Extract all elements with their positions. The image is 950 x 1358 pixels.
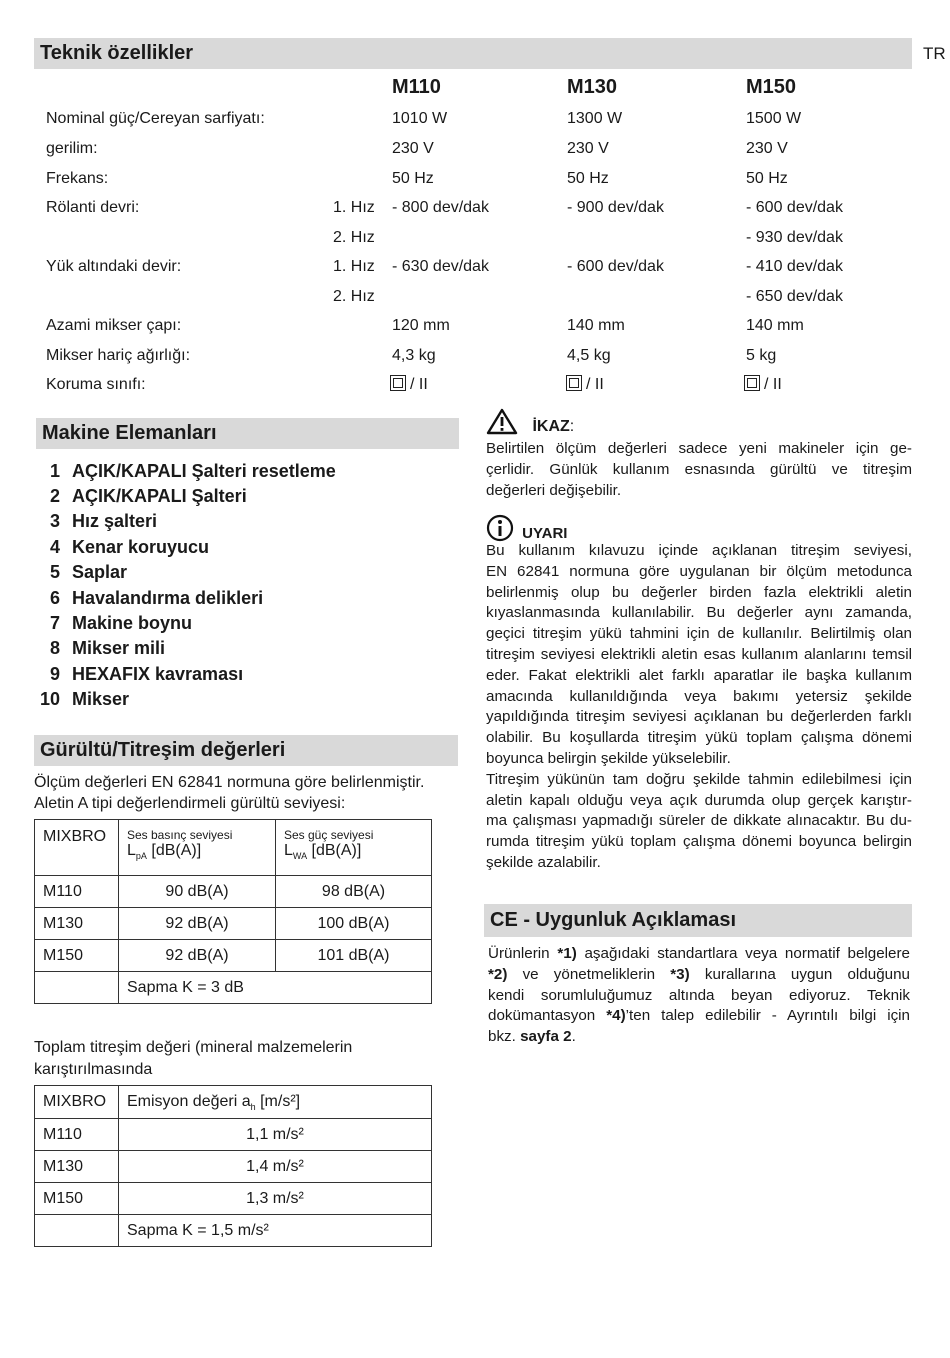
list-item <box>36 560 127 584</box>
noise-sapma: Sapma K = 3 dB <box>119 972 432 1004</box>
spec-label: Rölanti devri: <box>46 199 140 216</box>
model-heading-m130: M130 <box>567 76 618 98</box>
table-row <box>35 1119 432 1151</box>
ce-text-part: dokümantasyon <box>488 1007 607 1025</box>
ce-ref: *1) <box>557 945 577 962</box>
notice-line: Titreşim yükünün tam doğru şekilde tahmin edilebilmesi için <box>486 770 912 788</box>
spec-value-m130: 140 mm <box>567 317 625 334</box>
noise-table <box>34 819 432 1004</box>
table-row <box>35 1183 432 1215</box>
class-ii-icon <box>744 375 760 391</box>
notice-line: olabilir. Bu koşullarda titreşim yükü toplam çalışma dönemi <box>486 729 912 747</box>
spec-value-m150: - 410 dev/dak <box>746 258 843 275</box>
pressure-label: Ses basınç seviyesi <box>127 828 233 842</box>
vib-intro <box>34 1037 434 1081</box>
ce-text <box>488 944 910 1048</box>
emission-sub: h <box>250 1101 256 1112</box>
spec-speed-label: 2. Hız <box>333 229 375 246</box>
spec-speed-label: 2. Hız <box>333 288 375 305</box>
warning-text <box>486 439 912 501</box>
notice-title: UYARI <box>522 525 568 542</box>
spec-value-m110: 50 Hz <box>392 170 434 187</box>
power-unit: [dB(A)] <box>311 842 362 859</box>
item-number: 8 <box>49 638 60 658</box>
notice-line: yapıldığında titreşim seviyesi açıklanan bu değerlerden farklı <box>486 708 912 726</box>
spec-value-m130: 1300 W <box>567 110 623 127</box>
item-number: 2 <box>49 486 60 506</box>
spec-row <box>0 344 950 368</box>
notice-line: kıyaslanmasında kullanılabilir. Bu değerler aynı zamanda, <box>486 604 912 622</box>
page-reference: sayfa 2 <box>520 1028 572 1046</box>
model-heading-m150: M150 <box>746 76 797 98</box>
pressure-unit: [dB(A)] <box>151 842 202 859</box>
table-row <box>35 908 432 940</box>
protection-value-m130: / II <box>586 376 604 393</box>
noise-pressure-value: 90 dB(A) <box>119 876 276 908</box>
spec-value-m150: 1500 W <box>746 110 802 127</box>
notice-line: EN 62841 normuna göre uygulanan bir ölçüm metodunca <box>486 562 912 580</box>
spec-value-m150: 140 mm <box>746 317 804 334</box>
ce-line <box>488 1027 910 1048</box>
notice-line: Bu kullanım kılavuzu içinde açıklanan titreşim seviyesi, <box>486 542 912 559</box>
list-item <box>36 687 129 711</box>
vib-head-emission <box>119 1086 432 1119</box>
spec-row <box>0 255 950 279</box>
vib-value: 1,3 m/s² <box>119 1183 432 1215</box>
emission-label: Emisyon değeri a <box>127 1092 251 1110</box>
vib-intro-line: karıştırılmasında <box>34 1061 153 1078</box>
notice-line: belirlenmiş olup bu değerler birden fazla elektrikli aletin <box>486 583 912 601</box>
noise-pressure-value: 92 dB(A) <box>119 940 276 972</box>
list-item <box>36 459 336 483</box>
ce-ref: *2) <box>488 965 508 983</box>
power-label: Ses güç seviyesi <box>284 828 374 842</box>
vib-intro-line: Toplam titreşim değeri (mineral malzemelerin <box>34 1039 353 1056</box>
spec-row <box>0 137 950 161</box>
list-item <box>36 662 243 686</box>
power-sub: WA <box>292 851 308 861</box>
warning-line: değerleri değişebilir. <box>486 481 622 499</box>
notice-line: geçici titreşim yükü tahmini için de kullanılır. Belirtilmiş olan <box>486 625 912 643</box>
info-icon <box>486 514 514 542</box>
vib-sapma: Sapma K = 1,5 m/s² <box>119 1215 432 1247</box>
item-text: Mikser mili <box>72 638 166 658</box>
spec-label: Frekans: <box>46 170 109 187</box>
item-text: Saplar <box>72 562 128 582</box>
ce-line <box>488 944 910 965</box>
vib-model: M150 <box>35 1183 119 1215</box>
spec-label: Yük altındaki devir: <box>46 258 182 275</box>
language-tag: TR <box>923 44 946 63</box>
item-text: Havalandırma delikleri <box>72 588 264 608</box>
spec-value-m110: - 800 dev/dak <box>392 199 489 216</box>
notice-line: amacında kullanıldığında veya bakımı yetersiz şekilde <box>486 687 912 705</box>
spec-value-m150: 230 V <box>746 140 788 157</box>
item-number: 1 <box>49 461 60 481</box>
tech-specs-title: Teknik özellikler <box>40 42 194 64</box>
emission-unit: [m/s²] <box>260 1092 301 1110</box>
spec-label: Koruma sınıfı: <box>46 376 146 393</box>
notice-line: şekilde azalabilir. <box>486 853 601 871</box>
spec-value-m130: 230 V <box>567 140 609 157</box>
list-item <box>36 509 157 533</box>
ce-line <box>488 1006 910 1027</box>
spec-value-m130: 50 Hz <box>567 170 609 187</box>
tech-specs-header <box>34 38 912 69</box>
notice-line: aletin kapalı olduğu veya açık durumda olup gerçek karıştır- <box>486 791 912 809</box>
item-text: Mikser <box>72 689 130 709</box>
spec-value-m110: 1010 W <box>392 110 448 127</box>
spec-label: Azami mikser çapı: <box>46 317 182 334</box>
warning-triangle-icon <box>486 408 518 435</box>
empty-cell <box>35 1215 119 1247</box>
noise-head-power <box>276 820 432 876</box>
notice-line: titreşim seviyesi elektrikli aletin esas kullanım alanlarını temsil <box>486 645 912 663</box>
noise-model: M110 <box>35 876 119 908</box>
table-row <box>35 876 432 908</box>
noise-pressure-value: 92 dB(A) <box>119 908 276 940</box>
protection-class <box>566 373 604 397</box>
notice-text <box>486 541 912 874</box>
protection-class <box>744 373 782 397</box>
list-item <box>36 611 192 635</box>
list-item <box>36 636 165 660</box>
elements-title: Makine Elemanları <box>42 422 217 444</box>
noise-title: Gürültü/Titreşim değerleri <box>40 739 286 761</box>
warning-heading <box>486 408 574 436</box>
noise-model: M150 <box>35 940 119 972</box>
ce-title: CE - Uygunluk Açıklaması <box>490 909 736 931</box>
noise-power-value: 101 dB(A) <box>276 940 432 972</box>
empty-cell <box>35 972 119 1004</box>
spec-row <box>0 226 950 250</box>
item-text: AÇIK/KAPALI Şalteri resetleme <box>72 461 336 481</box>
table-row <box>35 972 432 1004</box>
spec-label: Nominal güç/Cereyan sarfiyatı: <box>46 110 265 127</box>
vib-value: 1,4 m/s² <box>119 1151 432 1183</box>
spec-value-m150: - 650 dev/dak <box>746 288 843 305</box>
spec-speed-label: 1. Hız <box>333 258 375 275</box>
spec-value-m110: 120 mm <box>392 317 450 334</box>
ce-text-part: Ürünlerin <box>488 945 558 962</box>
item-number: 7 <box>49 613 60 633</box>
spec-value-m150: - 930 dev/dak <box>746 229 843 246</box>
item-text: HEXAFIX kavraması <box>72 664 244 684</box>
ce-text-part: ’ten talep edilebilir - Ayrıntılı bilgi için <box>625 1007 910 1025</box>
item-number: 6 <box>49 588 60 608</box>
item-number: 5 <box>49 562 60 582</box>
spec-row <box>0 373 950 397</box>
spec-label: Mikser hariç ağırlığı: <box>46 347 191 364</box>
spec-value-m130: 4,5 kg <box>567 347 611 364</box>
protection-value-m150: / II <box>764 376 782 393</box>
notice-line: rumda titreşim yükü toplam çalışma dönemi boyunca belirgin <box>486 833 912 851</box>
class-ii-icon <box>566 375 582 391</box>
notice-line: eder. Fakat elektrikli alet farklı aparatlar ile başka kullanım <box>486 666 912 684</box>
vibration-table <box>34 1085 432 1247</box>
noise-head-pressure <box>119 820 276 876</box>
list-item <box>36 586 263 610</box>
ce-text-part: bkz. <box>488 1028 521 1046</box>
item-number: 9 <box>49 664 60 684</box>
warning-line: Belirtilen ölçüm değerleri sadece yeni makineler için ge- <box>486 440 912 457</box>
item-number: 3 <box>49 511 60 531</box>
spec-row <box>0 196 950 220</box>
spec-row <box>0 285 950 309</box>
noise-model: M130 <box>35 908 119 940</box>
spec-value-m150: 5 kg <box>746 347 777 364</box>
table-row <box>35 1151 432 1183</box>
spec-value-m110: - 630 dev/dak <box>392 258 489 275</box>
list-item <box>36 535 209 559</box>
ce-text-part: kurallarına uygun olduğunu <box>689 965 910 983</box>
class-ii-icon <box>390 375 406 391</box>
model-heading-m110: M110 <box>392 76 441 98</box>
noise-power-value: 100 dB(A) <box>276 908 432 940</box>
vib-model: M130 <box>35 1151 119 1183</box>
table-header-row <box>35 1086 432 1119</box>
elements-header <box>36 418 459 449</box>
item-text: Hız şalteri <box>72 511 158 531</box>
item-number: 4 <box>49 537 60 557</box>
ce-text-part: ve yönetmeliklerin <box>507 965 671 983</box>
table-header-row <box>35 820 432 876</box>
spec-value-m130: - 900 dev/dak <box>567 199 664 216</box>
protection-class <box>390 373 428 397</box>
ce-ref: *4) <box>606 1007 626 1025</box>
item-text: AÇIK/KAPALI Şalteri <box>72 486 247 506</box>
table-row <box>35 1215 432 1247</box>
protection-value-m110: / II <box>410 376 428 393</box>
vib-value: 1,1 m/s² <box>119 1119 432 1151</box>
pressure-symbol: L <box>127 842 136 859</box>
ce-text-part: . <box>571 1028 576 1046</box>
item-text: Makine boynu <box>72 613 193 633</box>
noise-intro <box>34 772 454 814</box>
pressure-sub: pA <box>135 851 147 861</box>
warning-title: İKAZ <box>532 418 570 435</box>
item-text: Kenar koruyucu <box>72 537 210 557</box>
warning-colon: : <box>569 418 575 435</box>
ce-line <box>488 965 910 986</box>
power-symbol: L <box>284 842 293 859</box>
noise-power-value: 98 dB(A) <box>276 876 432 908</box>
noise-intro-line: Ölçüm değerleri EN 62841 normuna göre belirlenmiştir. <box>34 774 425 791</box>
spec-label: gerilim: <box>46 140 98 157</box>
spec-row <box>0 314 950 338</box>
notice-line: boyunca belirgin şekilde yükselebilir. <box>486 749 731 767</box>
spec-row <box>0 107 950 131</box>
list-item <box>36 484 247 508</box>
ce-ref: *3) <box>670 965 690 983</box>
spec-value-m150: - 600 dev/dak <box>746 199 843 216</box>
spec-speed-label: 1. Hız <box>333 199 375 216</box>
notice-line: ma çalışması yapmadığı süreler de dikkate alınacaktır. Bu du- <box>486 812 912 830</box>
vib-model: M110 <box>35 1119 119 1151</box>
ce-text-part: aşağıdaki standartlara veya normatif belgelere <box>576 945 910 962</box>
noise-head-mixbro: MIXBRO <box>35 820 119 876</box>
ce-line: kendi sorumluluğumuz altında beyan ediyoruz. Teknik <box>488 986 910 1004</box>
ce-header <box>484 904 912 937</box>
noise-header <box>34 735 458 766</box>
spec-value-m130: - 600 dev/dak <box>567 258 664 275</box>
table-row <box>35 940 432 972</box>
spec-value-m110: 4,3 kg <box>392 347 436 364</box>
spec-value-m110: 230 V <box>392 140 434 157</box>
warning-line: çerlidir. Günlük kullanım esnasında gürültü ve titreşim <box>486 460 912 478</box>
spec-row <box>0 167 950 191</box>
vib-head-mixbro: MIXBRO <box>35 1086 119 1119</box>
spec-value-m150: 50 Hz <box>746 170 788 187</box>
noise-intro-line: Aletin A tipi değerlendirmeli gürültü seviyesi: <box>34 795 346 812</box>
notice-heading <box>486 514 567 542</box>
item-number: 10 <box>39 689 60 709</box>
